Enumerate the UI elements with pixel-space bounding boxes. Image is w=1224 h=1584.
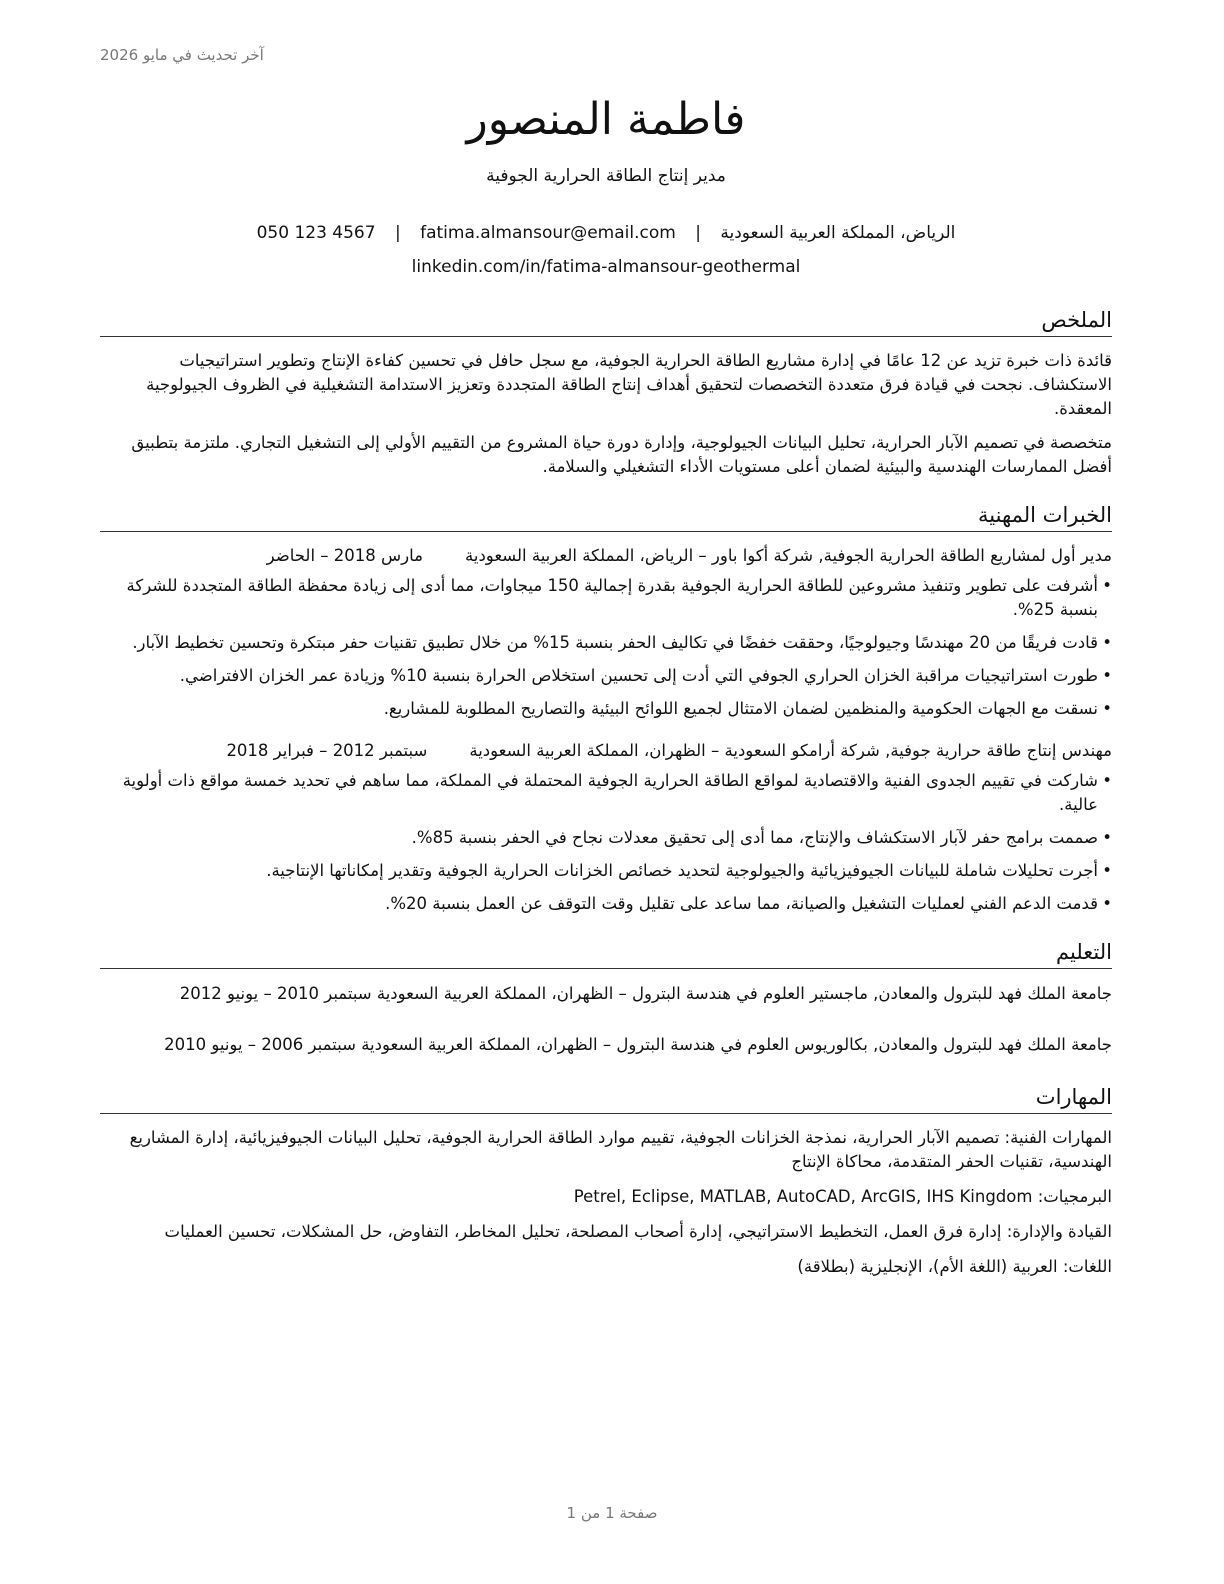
job-dates: سبتمبر 2012 – فبراير 2018	[226, 741, 428, 760]
software-skills	[100, 1185, 1112, 1209]
job-header	[100, 739, 1112, 763]
languages: اللغات: العربية (اللغة الأم)، الإنجليزية (بطلاقة)	[797, 1257, 1112, 1276]
candidate-name: فاطمة المنصور	[466, 94, 746, 145]
job-role-company: مدير أول لمشاريع الطاقة الحرارية الجوفية, شركة أكوا باور – الرياض، المملكة العربية السعودية	[465, 546, 1112, 565]
bullet-item: • شاركت في تقييم الجدوى الفنية والاقتصادية لمواقع الطاقة الحرارية الجوفية المحتملة في المملكة، مما ساهم في تحديد خمسة مواقع ذات أولوية عالية.	[100, 769, 1112, 817]
location: الرياض، المملكة العربية السعودية	[720, 223, 956, 243]
education-entry: جامعة الملك فهد للبترول والمعادن, ماجستير العلوم في هندسة البترول – الظهران، المملكة العربية السعودية سبتمبر 2010 – يونيو 2012	[179, 984, 1112, 1003]
separator: |	[394, 223, 401, 243]
summary-paragraph: متخصصة في تصميم الآبار الحرارية، تحليل البيانات الجيولوجية، وإدارة دورة حياة المشروع من التقييم الأولي إلى التشغيل التجاري. ملتزمة بتطبيق أفضل الممارسات الهندسية والبيئية لضمان أعلى مستويات الأداء التشغيلي والسلامة.	[131, 433, 1112, 476]
software-label: البرمجيات:	[1037, 1187, 1112, 1206]
resume-page	[100, 88, 1112, 1290]
summary-paragraph: قائدة ذات خبرة تزيد عن 12 عامًا في إدارة مشاريع الطاقة الحرارية الجوفية، مع سجل حافل في تحسين كفاءة الإنتاج وتطوير استراتيجيات الاستكشاف. نجحت في قيادة فرق متعددة التخصصات لتحقيق أهداف إنتاج الطاقة المتجددة وتعزيز الاستدامة التشغيلية في الظروف الجيولوجية المعقدة.	[146, 351, 1112, 418]
job-header	[100, 544, 1112, 568]
bullet-item: • أشرفت على تطوير وتنفيذ مشروعين للطاقة الحرارية الجوفية بقدرة إجمالية 150 ميجاوات، مما أدى إلى زيادة محفظة الطاقة المتجددة للشركة بنسبة 25%.	[100, 574, 1112, 622]
skills-heading: المهارات	[100, 1083, 1112, 1114]
education-entry: جامعة الملك فهد للبترول والمعادن, بكالوريوس العلوم في هندسة البترول – الظهران، المملكة العربية السعودية سبتمبر 2006 – يونيو 2010	[164, 1035, 1112, 1054]
software-list: Petrel, Eclipse, MATLAB, AutoCAD, ArcGIS, IHS Kingdom	[573, 1187, 1033, 1206]
job-bullets	[100, 574, 1112, 721]
job-dates: مارس 2018 – الحاضر	[266, 546, 424, 565]
job-bullets	[100, 769, 1112, 916]
education-heading: التعليم	[100, 938, 1112, 969]
summary-heading: الملخص	[100, 306, 1112, 337]
bullet-item: • أجرت تحليلات شاملة للبيانات الجيوفيزيائية والجيولوجية لتحديد خصائص الخزانات الحرارية الجوفية وتقدير إمكاناتها الإنتاجية.	[100, 859, 1112, 883]
phone-number: 050 123 4567	[256, 223, 376, 243]
bullet-item: • قدمت الدعم الفني لعمليات التشغيل والصيانة، مما ساعد على تقليل وقت التوقف عن العمل بنسبة 20%.	[100, 892, 1112, 916]
contact-line-1	[100, 216, 1112, 250]
job-entry	[100, 544, 1112, 721]
bullet-item: • طورت استراتيجيات مراقبة الخزان الحراري الجوفي التي أدت إلى تحسين استخلاص الحرارة بنسبة 10% وزيادة عمر الخزان الافتراضي.	[100, 664, 1112, 688]
last-updated-note: آخر تحديث في مايو 2026	[100, 46, 264, 64]
linkedin-link[interactable]: linkedin.com/in/fatima-almansour-geothermal	[411, 257, 801, 277]
job-title: مدير إنتاج الطاقة الحرارية الجوفية	[486, 166, 726, 186]
email-link[interactable]: fatima.almansour@email.com	[420, 223, 676, 243]
separator: |	[695, 223, 701, 243]
technical-skills: المهارات الفنية: تصميم الآبار الحرارية، نمذجة الخزانات الجوفية، تقييم موارد الطاقة الحرارية الجوفية، تحليل البيانات الجيوفيزيائية، إدارة المشاريع الهندسية، تقنيات الحفر المتقدمة، محاكاة الإنتاج	[129, 1128, 1112, 1171]
job-entry	[100, 739, 1112, 916]
bullet-item: • قادت فريقًا من 20 مهندسًا وجيولوجيًا، وحققت خفضًا في تكاليف الحفر بنسبة 15% من خلال تطبيق تقنيات حفر مبتكرة وتحسين تخطيط الآبار.	[100, 631, 1112, 655]
leadership-skills: القيادة والإدارة: إدارة فرق العمل، التخطيط الاستراتيجي، إدارة أصحاب المصلحة، تحليل المخاطر، التفاوض، حل المشكلات، تحسين العمليات	[164, 1222, 1112, 1241]
bullet-item: • نسقت مع الجهات الحكومية والمنظمين لضمان الامتثال لجميع اللوائح البيئية والتصاريح المطلوبة للمشاريع.	[100, 697, 1112, 721]
experience-heading: الخبرات المهنية	[100, 501, 1112, 532]
bullet-item: • صممت برامج حفر لآبار الاستكشاف والإنتاج، مما أدى إلى تحقيق معدلات نجاح في الحفر بنسبة 85%.	[100, 826, 1112, 850]
job-role-company: مهندس إنتاج طاقة حرارية جوفية, شركة أرامكو السعودية – الظهران، المملكة العربية السعودية	[469, 741, 1112, 760]
contact-info	[100, 216, 1112, 284]
page-number: صفحة 1 من 1	[566, 1504, 658, 1522]
